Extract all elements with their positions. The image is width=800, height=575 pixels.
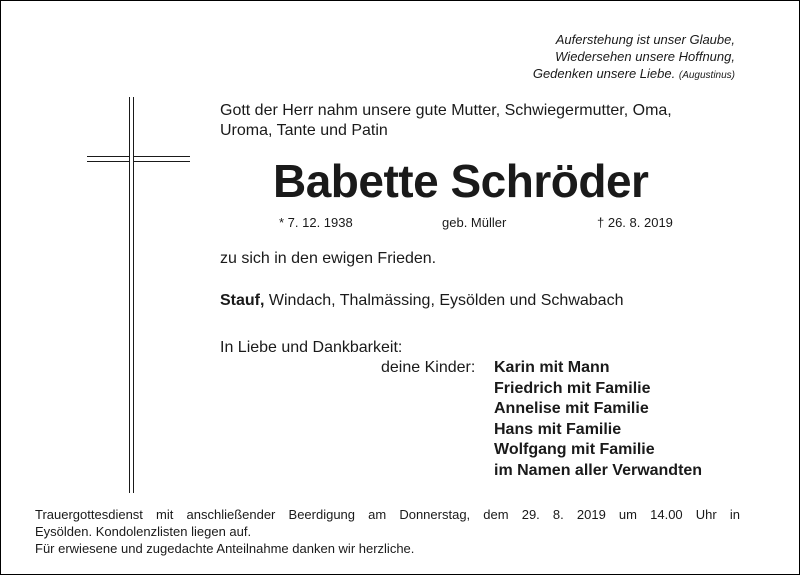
- birth-date: * 7. 12. 1938: [279, 215, 353, 230]
- deceased-name: Babette Schröder: [273, 155, 649, 207]
- quote-source: (Augustinus): [678, 70, 735, 81]
- quote-line-3: [533, 65, 735, 84]
- intro-text: [220, 101, 672, 141]
- home-place: Stauf,: [220, 292, 265, 309]
- quote-line-3-text: Gedenken unsere Liebe.: [532, 66, 676, 81]
- places-text: [220, 291, 623, 311]
- footer-line-2: Eysölden. Kondolenzlisten liegen auf.: [35, 524, 252, 539]
- maiden-name: geb. Müller: [442, 215, 507, 230]
- footer-line-1: Trauergottesdienst mit anschließender Beerdigung am Donnerstag, dem 29. 8. 2019 um 14.00 Uhr in: [35, 507, 740, 522]
- list-item: Karin mit Mann: [494, 359, 610, 376]
- funeral-info: [35, 506, 740, 557]
- children-label: deine Kinder:: [381, 359, 476, 376]
- cross-icon-center: [129, 156, 134, 162]
- list-item: Hans mit Familie: [494, 420, 622, 438]
- peace-text: zu sich in den ewigen Frieden.: [220, 250, 437, 267]
- list-item: Friedrich mit Familie: [494, 379, 651, 397]
- intro-line-1: Gott der Herr nahm unsere gute Mutter, Schwiegermutter, Oma,: [220, 102, 672, 119]
- mourners-list: [494, 358, 702, 481]
- other-places: Windach, Thalmässing, Eysölden und Schwabach: [264, 292, 624, 309]
- death-date: † 26. 8. 2019: [597, 215, 673, 230]
- cross-icon-horizontal-beam: [87, 156, 190, 162]
- thanks-text: In Liebe und Dankbarkeit:: [220, 339, 403, 356]
- quote-line-2: Wiedersehen unsere Hoffnung,: [555, 49, 735, 64]
- epigraph-quote: [533, 31, 735, 84]
- footer-line-3: Für erwiesene und zugedachte Anteilnahme danken wir herzliche.: [35, 541, 415, 556]
- quote-line-1: Auferstehung ist unser Glaube,: [555, 32, 735, 47]
- list-item: im Namen aller Verwandten: [494, 461, 703, 479]
- intro-line-2: Uroma, Tante und Patin: [220, 122, 388, 139]
- list-item: Annelise mit Familie: [494, 400, 649, 417]
- list-item: Wolfgang mit Familie: [494, 441, 655, 458]
